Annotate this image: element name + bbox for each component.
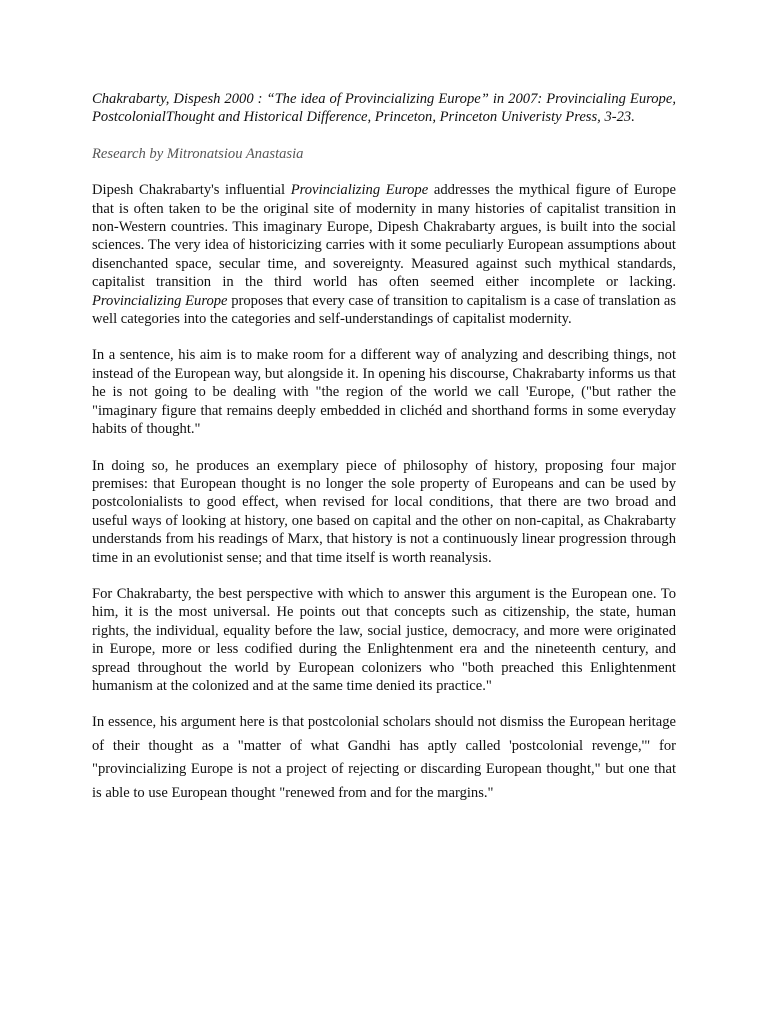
paragraph-2: In a sentence, his aim is to make room for a different way of analyzing and describing things, not instead of the European way, but alongside it. In opening his discourse, Chakrabarty informs us that he is not going to be dealing with "the region of the world we call 'Europe, ("but rather the "imaginary figure that remains deeply embedded in clichéd and shorthand forms in some everyday habits of thought." [92,347,676,438]
paragraph-1-text-b: addresses the mythical figure of Europe that is often taken to be the original site of modernity in many histories of capitalist transition in non-Western countries. This imaginary Europe, Dipesh Chakrabarty argues, is built into the social sciences. The very idea of historicizing carries with it some peculiarly European assumptions about disenchanted space, secular time, and sovereignty. Measured against such mythical standards, capitalist transition in the third world has often seemed either incomplete or lacking. [92,182,676,291]
paragraph-3: In doing so, he produces an exemplary piece of philosophy of history, proposing four major premises: that European thought is no longer the sole property of Europeans and can be used by postcolonialists to good effect, when revised for local conditions, that there are two broad and useful ways of looking at history, one based on capital and the other on non-capital, as Chakrabarty understands from his readings of Marx, that history is not a continuously linear progression through time in an evolutionist sense; and that time itself is worth reanalysis. [92,457,676,566]
document-page [92,90,676,805]
paragraph-1 [92,181,676,328]
paragraph-5: In essence, his argument here is that postcolonial scholars should not dismiss the European heritage of their thought as a "matter of what Gandhi has aptly called 'postcolonial revenge,'" for "provincializing Europe is not a project of rejecting or discarding European thought," but one that is able to use European thought "renewed from and for the margins." [92,714,676,801]
research-by-line: Research by Mitronatsiou Anastasia [92,145,304,162]
book-title-italic: Provincializing Europe [290,182,429,199]
book-title-italic-2: Provincializing Europe [92,292,228,309]
paragraph-1-text-a: Dipesh Chakrabarty's influential [92,182,291,199]
paragraph-4: For Chakrabarty, the best perspective with which to answer this argument is the European one. To him, it is the most universal. He points out that concepts such as citizenship, the state, human rights, the individual, equality before the law, social justice, democracy, and more were originated in Europe, more or less codified during the Enlightenment era and the nineteenth century, and spread throughout the world by European colonizers who "both preached this Enlightenment humanism at the colonized and at the same time denied its practice." [92,585,676,694]
citation: Chakrabarty, Dispesh 2000 : “The idea of Provincializing Europe” in 2007: Provincialing Europe, PostcolonialThought and Historical Difference, Princeton, Princeton Univeristy Press, 3-23. [92,91,676,126]
paragraph-1-text-c: proposes that every case of transition to capitalism is a case of translation as well categories into the categories and self-understandings of capitalist modernity. [92,292,676,328]
